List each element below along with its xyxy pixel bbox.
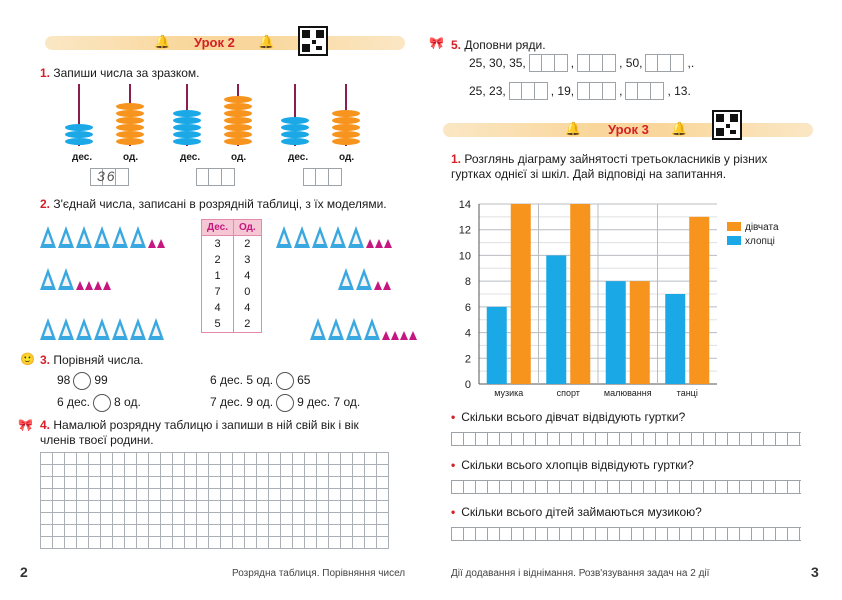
tens-label: дес. <box>288 152 309 163</box>
abacus-bead <box>332 138 360 145</box>
tens-cell: 1 <box>202 268 234 284</box>
comparison-left: 7 дес. 9 од. <box>210 395 274 410</box>
y-tick-label: 0 <box>464 379 471 391</box>
tens-triangle <box>310 318 326 340</box>
answer-cells[interactable] <box>577 82 616 100</box>
units-cell: 0 <box>234 284 262 300</box>
tens-triangle <box>338 268 354 290</box>
number-model[interactable] <box>276 226 393 248</box>
unit-triangle <box>383 281 391 290</box>
tens-cell: 7 <box>202 284 234 300</box>
task-text: Доповни ряди. <box>464 38 546 52</box>
table-row <box>202 316 262 333</box>
tens-label: дес. <box>72 152 93 163</box>
tens-triangle <box>76 318 92 340</box>
right-page <box>421 0 842 600</box>
abacus-bead <box>173 117 201 124</box>
comparison-row <box>57 394 141 412</box>
sequence-separator: , <box>687 56 691 70</box>
x-tick-label: спорт <box>556 388 580 398</box>
units-label: од. <box>231 152 247 163</box>
task-3 <box>40 353 144 368</box>
comparison-circle[interactable] <box>73 372 91 390</box>
task-text: З'єднай числа, записані в розрядній таблиці, з їх моделями. <box>53 197 387 211</box>
tens-cell: 4 <box>202 300 234 316</box>
task-5 <box>451 38 546 53</box>
tens-triangle <box>40 268 56 290</box>
bar-boys <box>487 307 507 384</box>
bar-girls <box>689 217 709 384</box>
bell-icon: 🔔 <box>258 34 275 49</box>
task-2 <box>40 197 387 212</box>
bell-icon: 🔔 <box>671 121 688 136</box>
smiley-icon: 🙂 <box>20 352 35 366</box>
abacus-bead <box>332 117 360 124</box>
task-number: 5. <box>451 38 462 52</box>
sequence-row-1 <box>469 54 694 72</box>
tens-triangle <box>112 318 128 340</box>
legend-label: хлопці <box>745 236 775 247</box>
tens-cell: 2 <box>202 252 234 268</box>
abacus-bead <box>224 110 252 117</box>
answer-cells[interactable] <box>645 54 684 72</box>
units-label: од. <box>123 152 139 163</box>
units-cell: 2 <box>234 316 262 333</box>
tens-cell: 3 <box>202 236 234 253</box>
page-number: 2 <box>20 564 28 580</box>
abacus-bead <box>224 131 252 138</box>
sequence-value: 25, <box>469 84 486 98</box>
tens-triangle <box>58 318 74 340</box>
question-text: Скільки всього хлопців відвідують гуртки? <box>461 458 694 472</box>
comparison-circle[interactable] <box>93 394 111 412</box>
abacus-bead <box>224 138 252 145</box>
question-text: Скільки всього дітей займаються музикою? <box>461 505 702 519</box>
answer-cells[interactable] <box>303 168 342 186</box>
unit-triangle <box>409 331 417 340</box>
bullet: • <box>451 458 456 472</box>
number-model[interactable] <box>40 318 166 340</box>
comparison-right: 99 <box>94 373 108 388</box>
tens-triangle <box>94 318 110 340</box>
task-1-lesson-3 <box>451 152 791 182</box>
unit-triangle <box>94 281 102 290</box>
unit-triangle <box>366 239 374 248</box>
unit-triangle <box>374 281 382 290</box>
comparison-right: 9 дес. 7 од. <box>297 395 361 410</box>
qr-code-icon <box>298 26 328 56</box>
bar-boys <box>546 255 566 384</box>
sequence-separator: , <box>550 84 555 98</box>
task-text: Запиши числа за зразком. <box>53 66 200 80</box>
tens-triangle <box>312 226 328 248</box>
y-tick-label: 10 <box>458 250 471 263</box>
sequence-value: 19, <box>557 84 575 98</box>
bullet: • <box>451 410 456 424</box>
task-1 <box>40 66 199 81</box>
table-row <box>202 268 262 284</box>
units-header: Од. <box>234 220 262 236</box>
sequence-value: 23, <box>489 84 506 98</box>
legend-label: дівчата <box>745 222 779 233</box>
abacus-bead <box>281 131 309 138</box>
comparison-row <box>210 394 360 412</box>
sequence-separator: , <box>667 84 671 98</box>
abacus-bead <box>116 124 144 131</box>
page-footer: Розрядна таблиця. Порівняння чисел <box>232 568 406 579</box>
tens-cell: 5 <box>202 316 234 333</box>
sequence-separator: , <box>619 84 623 98</box>
task-number: 4. <box>40 418 51 432</box>
example-answer: 36 <box>97 168 117 184</box>
number-model[interactable] <box>310 318 418 340</box>
question <box>451 458 694 472</box>
sequence-separator: , <box>570 56 575 70</box>
legend-swatch <box>727 236 741 245</box>
number-model[interactable] <box>338 268 392 290</box>
abacus-bead <box>65 138 93 145</box>
tens-triangle <box>76 226 92 248</box>
qr-code-icon <box>712 110 742 140</box>
abacus-bead <box>332 110 360 117</box>
abacus-bead <box>332 131 360 138</box>
tens-triangle <box>356 268 372 290</box>
answer-lines[interactable] <box>451 432 801 446</box>
tens-label: дес. <box>180 152 201 163</box>
abacus-bead <box>281 138 309 145</box>
table-row <box>202 284 262 300</box>
unit-triangle <box>76 281 84 290</box>
comparison-right: 65 <box>297 373 311 388</box>
answer-cells[interactable] <box>529 54 568 72</box>
abacus-bead <box>116 131 144 138</box>
comparison-circle[interactable] <box>276 394 294 412</box>
units-cell: 4 <box>234 268 262 284</box>
x-tick-label: музика <box>494 388 524 398</box>
unit-triangle <box>384 239 392 248</box>
abacus-bead <box>173 110 201 117</box>
unit-triangle <box>148 239 156 248</box>
bar-boys <box>665 294 685 384</box>
bullet: • <box>451 505 456 519</box>
sequence-value: 13. <box>674 84 691 98</box>
x-tick-label: малювання <box>603 388 652 398</box>
tens-triangle <box>328 318 344 340</box>
bar-girls <box>630 281 650 384</box>
unit-triangle <box>375 239 383 248</box>
units-cell: 2 <box>234 236 262 253</box>
x-tick-label: танці <box>676 388 698 398</box>
y-tick-label: 12 <box>458 224 471 237</box>
comparison-left: 6 дес. <box>57 395 91 410</box>
sequence-value: 50, <box>625 56 643 70</box>
tens-triangle <box>148 318 164 340</box>
comparison-circle[interactable] <box>276 372 294 390</box>
abacus-bead <box>224 124 252 131</box>
task-number: 2. <box>40 197 51 211</box>
task-text: Порівняй числа. <box>53 353 144 367</box>
abacus-bead <box>116 110 144 117</box>
tens-triangle <box>276 226 292 248</box>
tens-triangle <box>294 226 310 248</box>
task-text: Розглянь діаграму зайнятості третьокласників у різних гуртках однієї зі шкіл. Дай відповіді на запитання. <box>451 152 768 181</box>
tens-triangle <box>94 226 110 248</box>
answer-lines[interactable] <box>451 527 801 541</box>
abacus-bead <box>224 96 252 103</box>
number-model[interactable] <box>40 268 112 290</box>
number-model[interactable] <box>40 226 166 248</box>
abacus-bead <box>173 131 201 138</box>
y-tick-label: 4 <box>464 327 471 340</box>
answer-lines[interactable] <box>451 480 801 494</box>
sequence-end: . <box>690 56 695 70</box>
bell-icon: 🔔 <box>565 121 582 136</box>
unit-triangle <box>391 331 399 340</box>
sequence-value: 30, <box>489 56 506 70</box>
bar-chart <box>451 192 811 406</box>
table-row <box>202 236 262 253</box>
tens-triangle <box>58 268 74 290</box>
tens-triangle <box>330 226 346 248</box>
abacus-bead <box>173 124 201 131</box>
bar-girls <box>511 204 531 384</box>
tens-triangle <box>40 318 56 340</box>
comparison-right: 8 од. <box>114 395 141 410</box>
y-tick-label: 14 <box>458 199 471 211</box>
tens-triangle <box>130 318 146 340</box>
tens-triangle <box>348 226 364 248</box>
comparison-left: 98 <box>57 373 71 388</box>
answer-cells[interactable] <box>196 168 235 186</box>
legend-swatch <box>727 222 741 231</box>
task-4 <box>40 418 390 448</box>
bow-icon: 🎀 <box>429 36 444 50</box>
sequence-row-2 <box>469 82 691 100</box>
bell-icon: 🔔 <box>154 34 171 49</box>
comparison-row <box>210 372 310 390</box>
page-footer: Дії додавання і віднімання. Розв'язування задач на 2 дії <box>451 568 710 579</box>
unit-triangle <box>400 331 408 340</box>
unit-triangle <box>382 331 390 340</box>
abacus-bead <box>281 117 309 124</box>
abacus-bead <box>224 117 252 124</box>
units-cell: 3 <box>234 252 262 268</box>
units-cell: 4 <box>234 300 262 316</box>
place-value-table <box>201 219 262 333</box>
table-row <box>202 252 262 268</box>
question-text: Скільки всього дівчат відвідують гуртки? <box>461 410 686 424</box>
y-tick-label: 8 <box>464 276 471 289</box>
tens-triangle <box>58 226 74 248</box>
tens-triangle <box>346 318 362 340</box>
tens-triangle <box>130 226 146 248</box>
comparison-row <box>57 372 108 390</box>
abacus-bead <box>173 138 201 145</box>
y-tick-label: 2 <box>464 353 471 366</box>
unit-triangle <box>103 281 111 290</box>
answer-cells[interactable] <box>509 82 548 100</box>
question <box>451 505 702 519</box>
tens-header: Дес. <box>202 220 234 236</box>
units-label: од. <box>339 152 355 163</box>
sequence-value: 25, <box>469 56 486 70</box>
abacus-bead <box>116 117 144 124</box>
bar-girls <box>570 204 590 384</box>
abacus-bead <box>224 103 252 110</box>
task-text: Намалюй розрядну таблицю і запиши в ній свій вік і вік членів твоєї родини. <box>40 418 359 447</box>
abacus-bead <box>65 124 93 131</box>
y-tick-label: 6 <box>464 301 471 314</box>
sequence-value: 35, <box>509 56 526 70</box>
sequence-separator: , <box>619 56 623 70</box>
drawing-grid[interactable] <box>40 452 389 549</box>
lesson-title: Урок 2 <box>194 35 235 50</box>
tens-triangle <box>112 226 128 248</box>
answer-cells[interactable] <box>625 82 664 100</box>
abacus-bead <box>332 124 360 131</box>
page-number: 3 <box>811 564 819 580</box>
tens-triangle <box>364 318 380 340</box>
answer-cells[interactable] <box>577 54 616 72</box>
task-number: 1. <box>40 66 51 80</box>
abacus-bead <box>65 131 93 138</box>
table-row <box>202 300 262 316</box>
abacus-bead <box>281 124 309 131</box>
bar-boys <box>606 281 626 384</box>
tens-triangle <box>40 226 56 248</box>
abacus-bead <box>116 138 144 145</box>
task-number: 1. <box>451 152 462 166</box>
unit-triangle <box>157 239 165 248</box>
abacus-bead <box>116 103 144 110</box>
question <box>451 410 685 424</box>
task-number: 3. <box>40 353 51 367</box>
comparison-left: 6 дес. 5 од. <box>210 373 274 388</box>
unit-triangle <box>85 281 93 290</box>
lesson-title: Урок 3 <box>608 122 649 137</box>
bow-icon: 🎀 <box>18 418 33 432</box>
